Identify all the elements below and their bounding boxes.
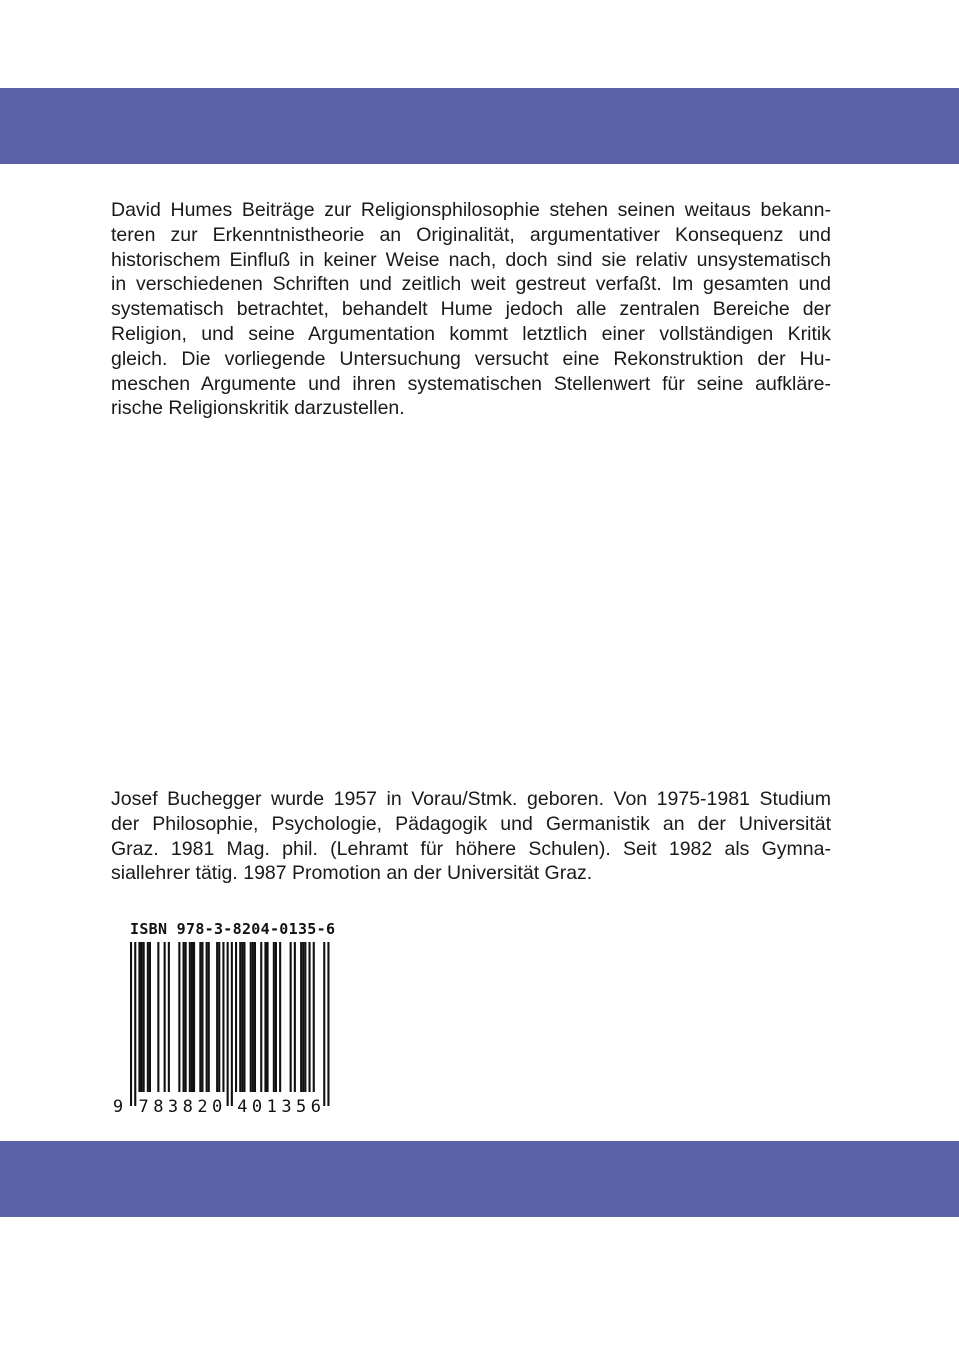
- barcode-digit: 5: [296, 1097, 307, 1117]
- barcode-bar: [141, 942, 143, 1092]
- bio-line: Graz. 1981 Mag. phil. (Lehramt für höhere Schulen). Seit 1982 als Gymna-: [111, 837, 831, 860]
- author-biography: [111, 787, 831, 886]
- barcode-digit: 7: [138, 1097, 149, 1117]
- barcode-bar: [309, 942, 311, 1092]
- barcode-bar: [147, 942, 149, 1092]
- barcode-bar: [193, 942, 195, 1092]
- barcode-bar: [222, 942, 224, 1092]
- barcode-digit: 1: [266, 1097, 277, 1117]
- barcode-bar: [157, 942, 159, 1092]
- barcode-bar: [191, 942, 193, 1092]
- barcode-digit: 0: [251, 1097, 263, 1117]
- barcode-bar: [208, 942, 210, 1092]
- abstract-line: teren zur Erkenntnistheorie an Originalität, argumentativer Konsequenz und: [111, 223, 831, 246]
- barcode-digit: 0: [212, 1097, 223, 1117]
- barcode-bar: [275, 942, 277, 1092]
- barcode-bar: [279, 942, 281, 1092]
- barcode-bar: [304, 942, 306, 1092]
- barcode-bar: [218, 942, 220, 1092]
- barcode-bar: [206, 942, 208, 1092]
- barcode-bar: [138, 942, 140, 1092]
- barcode-bar: [264, 942, 266, 1092]
- barcode-digit: 8: [182, 1097, 193, 1117]
- barcode-bar: [313, 942, 315, 1092]
- abstract-line: gleich. Die vorliegende Untersuchung versucht eine Rekonstruktion der Hu-: [111, 347, 831, 370]
- bio-line: siallehrer tätig. 1987 Promotion an der Universität Graz.: [111, 862, 593, 885]
- barcode-guard-bar: [134, 942, 136, 1106]
- isbn-barcode: [108, 918, 340, 1118]
- barcode-bar: [216, 942, 218, 1092]
- barcode-bar: [290, 942, 292, 1092]
- barcode-bar: [267, 942, 269, 1092]
- top-color-band: [0, 88, 959, 164]
- bio-line: der Philosophie, Psychologie, Pädagogik und Germanistik an der Universität: [111, 812, 831, 835]
- barcode-guard-bar: [327, 942, 329, 1106]
- abstract-line: Religion, und seine Argumentation kommt letztlich einer vollständigen Kritik: [111, 322, 831, 345]
- barcode-bar: [260, 942, 262, 1092]
- barcode-bar: [143, 942, 145, 1092]
- barcode-digit: 2: [197, 1097, 208, 1117]
- barcode-bar: [149, 942, 151, 1092]
- barcode-bar: [168, 942, 170, 1092]
- barcode-bar: [241, 942, 243, 1092]
- barcode-bar: [254, 942, 256, 1092]
- barcode-guard-bar: [231, 942, 233, 1106]
- barcode-bar: [294, 942, 296, 1092]
- barcode-guard-bar: [227, 942, 229, 1106]
- barcode-digit: 4: [237, 1097, 248, 1117]
- barcode-bar: [164, 942, 166, 1092]
- barcode-bar: [243, 942, 245, 1092]
- barcode-digit: 8: [153, 1097, 164, 1117]
- abstract-line: in verschiedenen Schriften und zeitlich weit gestreut verfaßt. Im gesamten und: [111, 273, 831, 296]
- barcode-bar: [235, 942, 237, 1092]
- bottom-color-band: [0, 1141, 959, 1217]
- barcode-digit: 6: [310, 1097, 321, 1117]
- abstract-line: historischem Einfluß in keiner Weise nach, doch sind sie relativ unsystematisch: [111, 248, 831, 271]
- barcode-bar: [273, 942, 275, 1092]
- abstract-line: systematisch betrachtet, behandelt Hume jedoch alle zentralen Bereiche der: [111, 298, 831, 321]
- barcode-bar: [189, 942, 191, 1092]
- book-abstract: [111, 198, 831, 421]
- barcode-guard-bar: [323, 942, 325, 1106]
- barcode-graphic: [108, 942, 340, 1118]
- barcode-bar: [183, 942, 185, 1092]
- barcode-bar: [252, 942, 254, 1092]
- barcode-bar: [300, 942, 302, 1092]
- abstract-line: David Humes Beiträge zur Religionsphilosophie stehen seinen weitaus bekann-: [111, 199, 831, 221]
- bio-line: Josef Buchegger wurde 1957 in Vorau/Stmk. geboren. Von 1975-1981 Studium: [111, 788, 831, 810]
- barcode-bar: [302, 942, 304, 1092]
- barcode-digit: 3: [281, 1097, 292, 1117]
- barcode-bar: [199, 942, 201, 1092]
- barcode-digit: 3: [167, 1097, 179, 1117]
- barcode-guard-bar: [130, 942, 132, 1106]
- barcode-bar: [185, 942, 187, 1092]
- barcode-bar: [250, 942, 252, 1092]
- isbn-label: ISBN 978-3-8204-0135-6: [130, 920, 336, 938]
- barcode-bar: [178, 942, 180, 1092]
- barcode-bar: [201, 942, 203, 1092]
- barcode-digit: 9: [112, 1097, 124, 1117]
- abstract-line: meschen Argumente und ihren systematischen Stellenwert für seine aufkläre-: [111, 372, 831, 395]
- barcode-bar: [239, 942, 241, 1092]
- abstract-line: rische Religionskritik darzustellen.: [111, 397, 405, 420]
